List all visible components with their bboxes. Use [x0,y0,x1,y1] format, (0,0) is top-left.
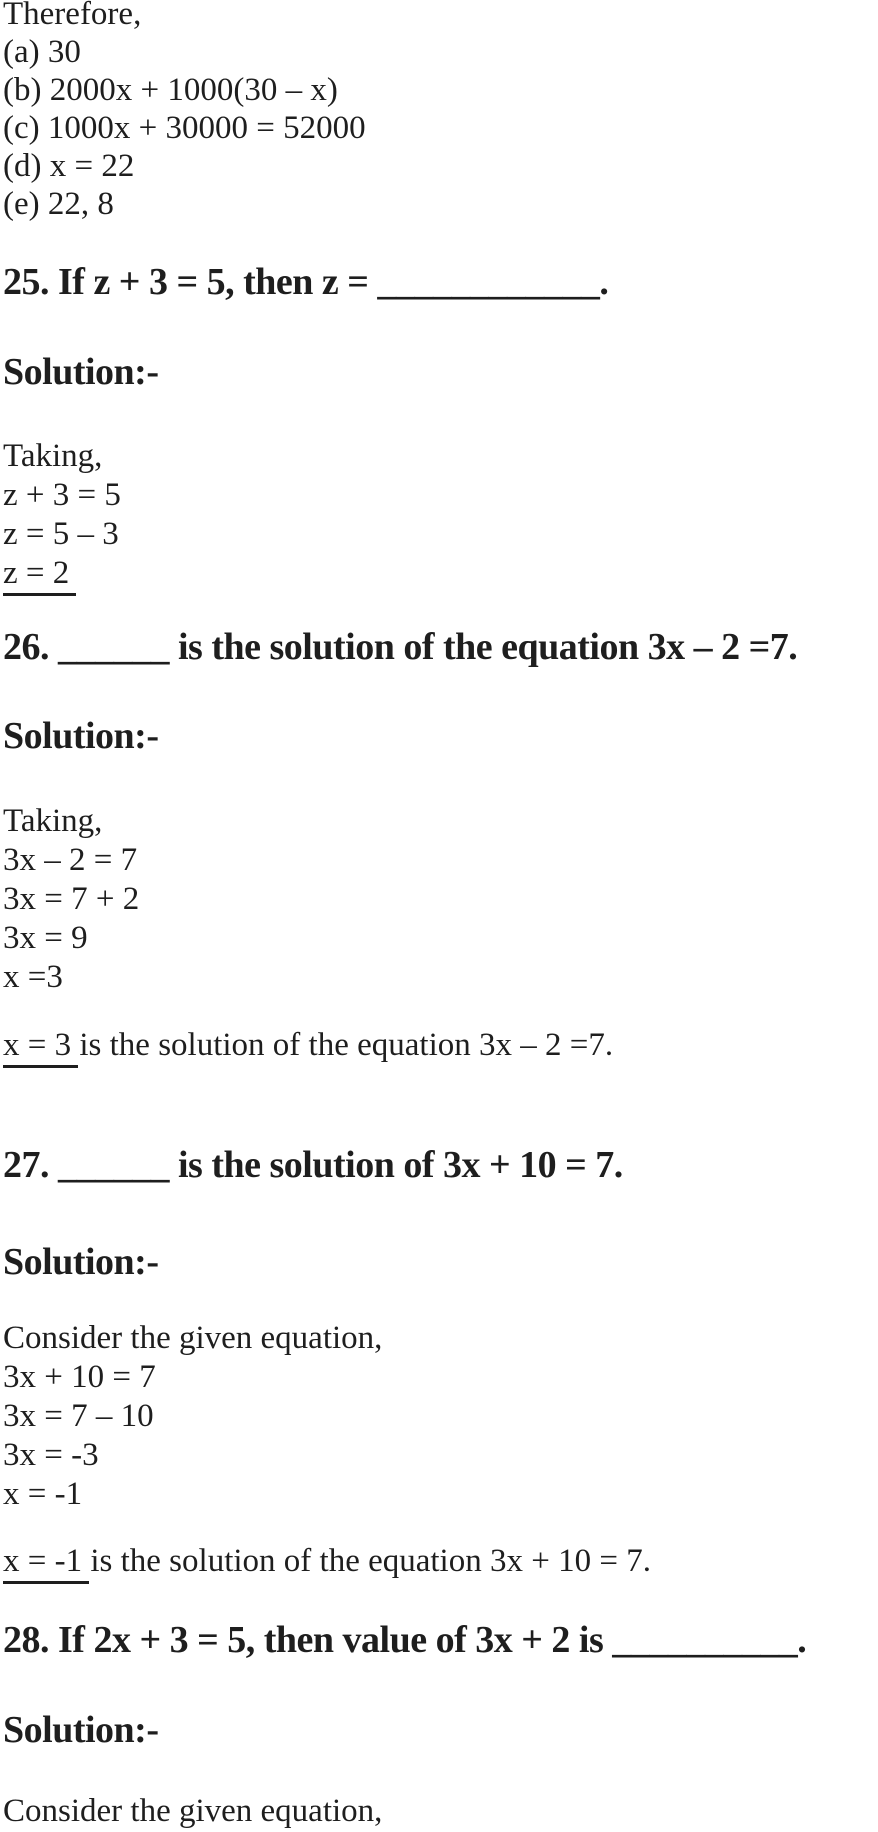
question-26-heading: 26. ______ is the solution of the equation 3x – 2 =7. [3,626,798,668]
question-26-answer-line [3,1026,875,1068]
question-28-heading: 28. If 2x + 3 = 5, then value of 3x + 2 is __________. [3,1619,807,1661]
work-line: 3x = 7 + 2 [3,881,140,917]
work-line: z = 5 – 3 [3,516,119,552]
question-27-answer: x = -1 [3,1544,89,1584]
intro-line-d: (d) x = 22 [3,148,135,184]
intro-line-b: (b) 2000x + 1000(30 – x) [3,72,338,108]
question-28-solution-label: Solution:- [3,1709,159,1751]
question-27-work-block [3,1319,875,1514]
intro-line-e: (e) 22, 8 [3,186,114,222]
work-line: 3x – 2 = 7 [3,842,138,878]
question-25-answer: z = 2 [3,556,76,596]
question-26-answer: x = 3 [3,1028,78,1068]
work-line: x =3 [3,959,63,995]
question-26-work-block [3,802,875,997]
intro-line-therefore: Therefore, [3,0,142,32]
question-27-heading: 27. ______ is the solution of 3x + 10 = 7. [3,1144,623,1186]
question-27-answer-line [3,1542,875,1584]
answer-line [3,554,875,596]
answer-statement: is the solution of the equation 3x + 10 = 7. [82,1543,651,1579]
question-27-solution-label: Solution:- [3,1241,159,1283]
intro-block [3,0,875,223]
work-line: x = -1 [3,1476,83,1512]
answer-statement: is the solution of the equation 3x – 2 =7. [71,1027,614,1063]
question-25-solution-label: Solution:- [3,351,159,393]
work-line: Taking, [3,803,103,839]
intro-line-c: (c) 1000x + 30000 = 52000 [3,110,366,146]
work-line: Consider the given equation, [3,1320,383,1356]
question-25-work-block [3,437,875,596]
question-25-heading: 25. If z + 3 = 5, then z = ____________. [3,261,609,303]
question-26-solution-label: Solution:- [3,715,159,757]
work-line: 3x = 7 – 10 [3,1398,154,1434]
work-line: Taking, [3,438,103,474]
work-line: 3x = 9 [3,920,88,956]
work-line: z + 3 = 5 [3,477,121,513]
question-28-work-block [3,1792,875,1831]
work-line: 3x = -3 [3,1437,99,1473]
intro-line-a: (a) 30 [3,34,81,70]
work-line: 3x + 10 = 7 [3,1359,156,1395]
work-line: Consider the given equation, [3,1793,383,1829]
